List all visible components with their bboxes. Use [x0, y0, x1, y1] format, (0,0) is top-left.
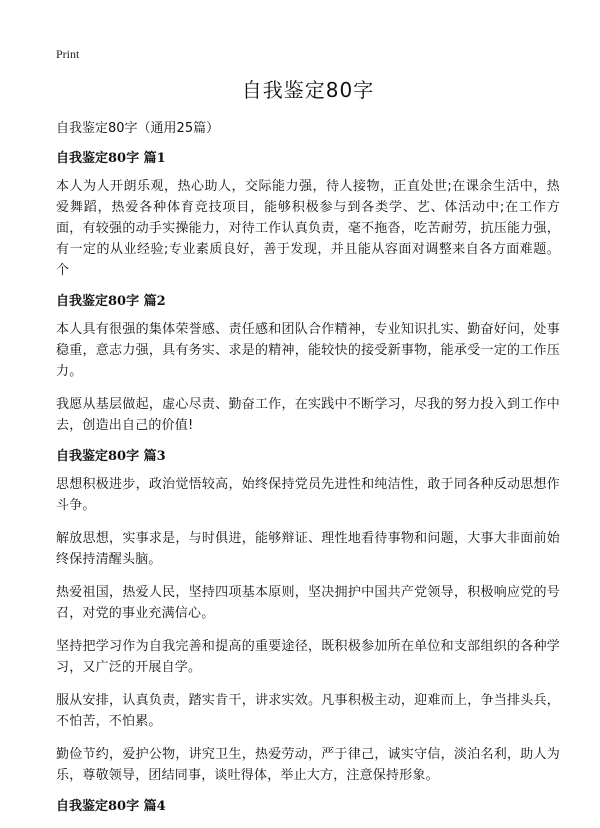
paragraph: 勤俭节约，爱护公物，讲究卫生，热爱劳动，严于律己，诚实守信，淡泊名利，助人为乐，尊敬领导，团结同事，谈吐得体，举止大方，注意保持形象。	[56, 747, 560, 783]
section-2	[56, 293, 560, 436]
section-heading: 自我鉴定80字 篇4	[56, 799, 166, 814]
section-heading: 自我鉴定80字 篇1	[56, 151, 166, 166]
paragraph: 本人具有很强的集体荣誉感、责任感和团队合作精神，专业知识扎实、勤奋好问，处事稳重，意志力强，具有务实、求是的精神，能较快的接受新事物，能承受一定的工作压力。	[56, 322, 560, 379]
paragraph: 本人为人开朗乐观，热心助人，交际能力强，待人接物，正直处世;在课余生活中，热爱舞蹈，热爱各种体育竞技项目，能够积极参与到各类学、艺、体活动中;在工作方面，有较强的动手实操能力，对待工作认真负责，毫不拖沓，吃苦耐劳，抗压能力强，有一定的从业经验;专业素质良好，善于发现，并且能从容面对调整来自各方面难题。个	[56, 179, 560, 278]
paragraph: 服从安排，认真负责，踏实肯干，讲求实效。凡事积极主动，迎难而上，争当排头兵，不怕苦，不怕累。	[56, 693, 560, 729]
print-label: Print	[56, 47, 80, 61]
paragraph: 坚持把学习作为自我完善和提高的重要途径，既积极参加所在单位和支部组织的各种学习，又广泛的开展自学。	[56, 639, 560, 675]
paragraph: 我愿从基层做起，虚心尽责、勤奋工作，在实践中不断学习，尽我的努力投入到工作中去，创造出自己的价值!	[56, 397, 560, 433]
document-title: 自我鉴定80字	[241, 78, 375, 102]
paragraph: 思想积极进步，政治觉悟较高，始终保持党员先进性和纯洁性，敢于同各种反动思想作斗争。	[56, 477, 560, 513]
section-heading: 自我鉴定80字 篇2	[56, 294, 166, 309]
document-subtitle: 自我鉴定80字（通用25篇）	[56, 121, 220, 136]
section-1	[56, 150, 560, 281]
section-4	[56, 798, 560, 816]
paragraph: 解放思想，实事求是，与时俱进，能够辩证、理性地看待事物和问题，大事大非面前始终保持清醒头脑。	[56, 531, 560, 567]
paragraph: 热爱祖国，热爱人民，坚持四项基本原则，坚决拥护中国共产党领导，积极响应党的号召，对党的事业充满信心。	[56, 585, 560, 621]
section-heading: 自我鉴定80字 篇3	[56, 449, 166, 464]
section-3	[56, 448, 560, 786]
